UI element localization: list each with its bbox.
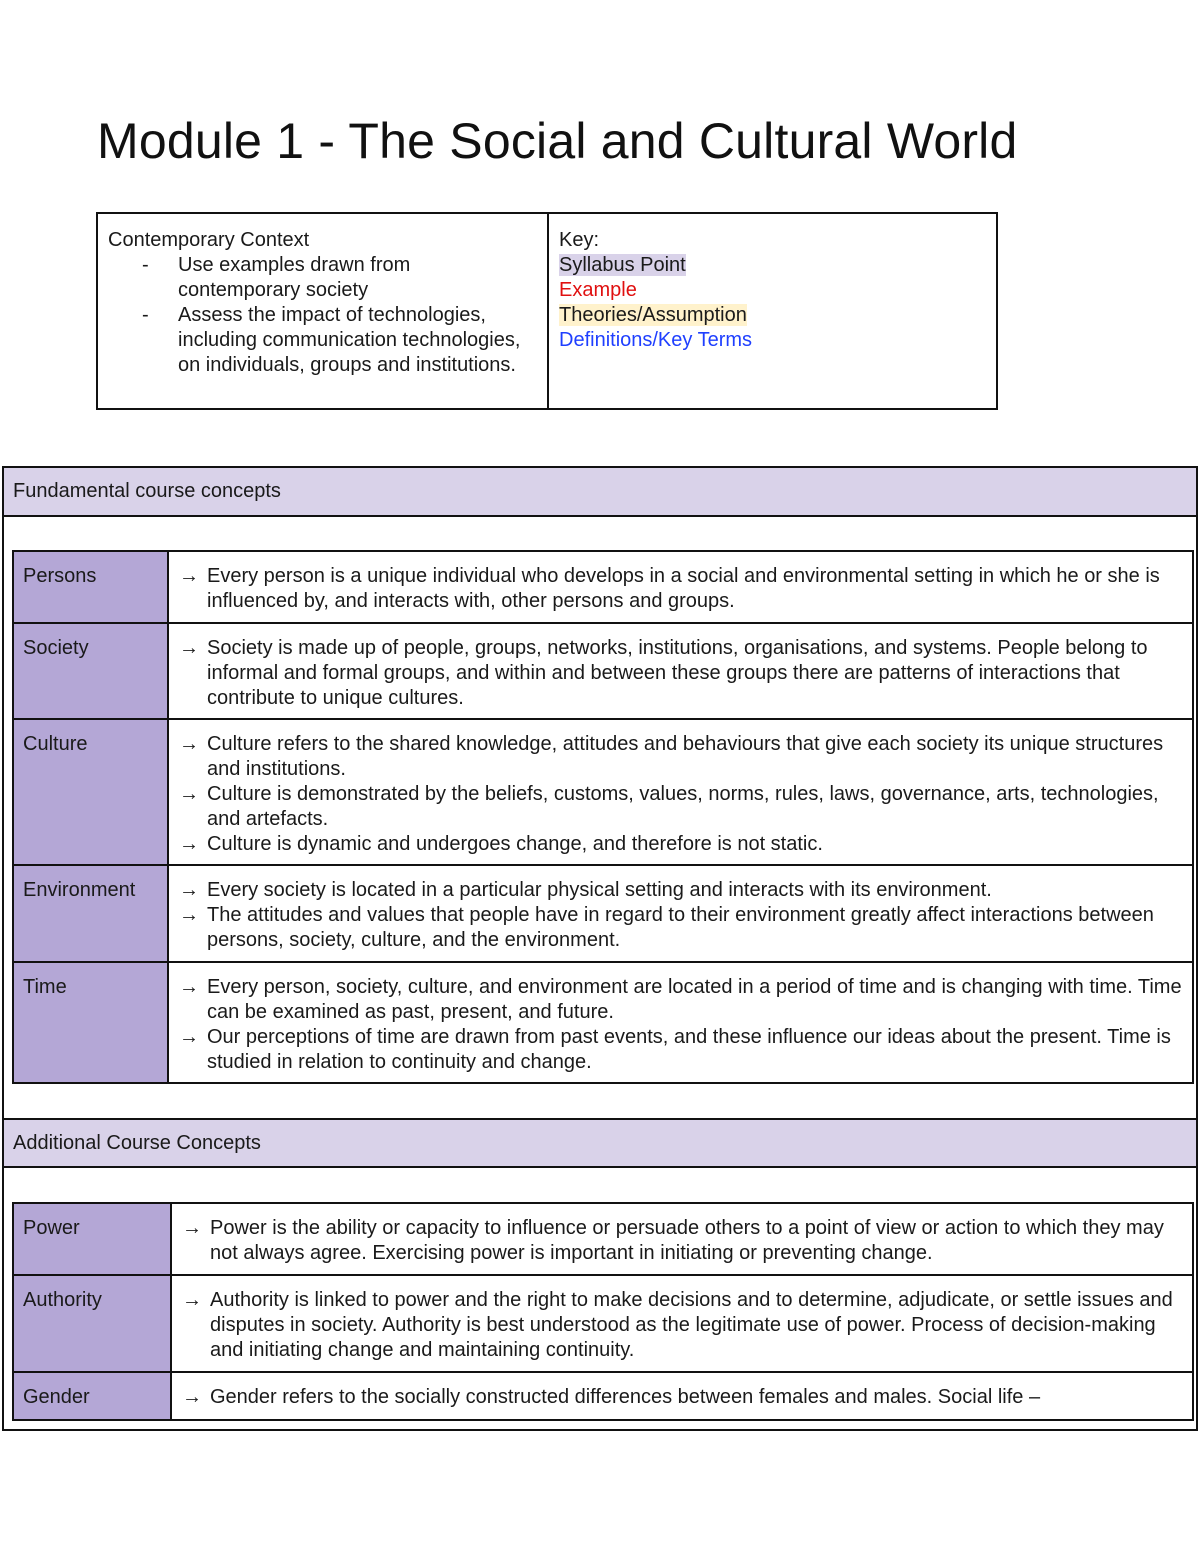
fundamental-concepts-header: Fundamental course concepts: [4, 468, 1196, 517]
arrow-right-icon: →: [179, 879, 199, 901]
concept-description: [171, 1275, 1193, 1372]
arrow-right-icon: →: [179, 565, 199, 587]
concept-description: [168, 623, 1193, 719]
concept-point: [179, 782, 1182, 832]
arrow-right-icon: →: [182, 1217, 202, 1239]
contemporary-context-list: [108, 253, 537, 378]
table-row: [13, 1372, 1193, 1420]
concept-point: [182, 1385, 1182, 1410]
concept-point-text: Gender refers to the socially constructed differences between females and males. Social life –: [210, 1386, 1041, 1408]
list-item: [108, 303, 537, 378]
concept-point-text: Society is made up of people, groups, networks, institutions, organisations, and systems. People belong to informal and formal groups, and within and between these groups there are patterns of interactions that contribute to unique cultures.: [207, 637, 1148, 709]
additional-concepts-table: [12, 1202, 1194, 1421]
concept-point-text: Authority is linked to power and the right to make decisions and to determine, adjudicate, or settle issues and disputes in society. Authority is best understood as the legitimate use of power. Process of decision-making and initiating change and maintaining continuity.: [210, 1289, 1173, 1361]
key-cell: [549, 214, 996, 408]
arrow-right-icon: →: [179, 904, 199, 926]
concept-term: Time: [13, 962, 168, 1083]
arrow-right-icon: →: [179, 733, 199, 755]
table-row: [13, 551, 1193, 623]
concept-point: [179, 636, 1182, 711]
concept-point: [179, 564, 1182, 614]
concept-point-text: Culture is demonstrated by the beliefs, customs, values, norms, rules, laws, governance, arts, technologies, and artefacts.: [207, 783, 1159, 830]
bullet-text: Use examples drawn from contemporary society: [178, 254, 411, 301]
table-row: [13, 1203, 1193, 1275]
key-heading: Key:: [559, 229, 600, 251]
concept-point: [179, 975, 1182, 1025]
additional-rows: [13, 1203, 1193, 1420]
arrow-right-icon: →: [179, 637, 199, 659]
page-title: Module 1 - The Social and Cultural World: [97, 113, 1018, 169]
context-key-table: [96, 212, 998, 410]
concept-point-text: Culture is dynamic and undergoes change, and therefore is not static.: [207, 833, 823, 855]
bullet-dash: -: [142, 254, 149, 276]
concept-description: [168, 865, 1193, 962]
concept-description: [171, 1372, 1193, 1420]
concepts-container: [2, 466, 1198, 1431]
list-item: [108, 253, 537, 303]
contemporary-context-heading: Contemporary Context: [108, 229, 310, 251]
table-row: [13, 865, 1193, 962]
arrow-right-icon: →: [179, 833, 199, 855]
key-theories: Theories/Assumption: [559, 304, 747, 326]
key-definitions: Definitions/Key Terms: [559, 329, 753, 351]
table-row: [13, 623, 1193, 719]
contemporary-context-cell: [98, 214, 549, 408]
arrow-right-icon: →: [179, 1026, 199, 1048]
concept-point: [179, 878, 1182, 903]
key-syllabus-point: Syllabus Point: [559, 254, 686, 276]
concept-point: [179, 1025, 1182, 1075]
concept-point-text: The attitudes and values that people have in regard to their environment greatly affect interactions between persons, society, culture, and the environment.: [207, 904, 1154, 951]
concept-term: Culture: [13, 719, 168, 865]
concept-point-text: Every person is a unique individual who develops in a social and environmental setting in which he or she is influenced by, and interacts with, other persons and groups.: [207, 565, 1160, 612]
concept-term: Authority: [13, 1275, 171, 1372]
concept-description: [168, 719, 1193, 865]
arrow-right-icon: →: [182, 1289, 202, 1311]
table-row: [13, 962, 1193, 1083]
arrow-right-icon: →: [179, 976, 199, 998]
concept-term: Persons: [13, 551, 168, 623]
concept-point: [182, 1216, 1182, 1266]
concept-point: [182, 1288, 1182, 1363]
concept-term: Society: [13, 623, 168, 719]
additional-concepts-header: Additional Course Concepts: [4, 1118, 1196, 1168]
concept-point-text: Culture refers to the shared knowledge, attitudes and behaviours that give each society its unique structures and institutions.: [207, 733, 1164, 780]
concept-description: [171, 1203, 1193, 1275]
concept-term: Gender: [13, 1372, 171, 1420]
concept-description: [168, 962, 1193, 1083]
fundamental-rows: [13, 551, 1193, 1083]
concept-point: [179, 903, 1182, 953]
bullet-dash: -: [142, 304, 149, 326]
table-row: [13, 719, 1193, 865]
concept-point-text: Every society is located in a particular physical setting and interacts with its environment.: [207, 879, 992, 901]
fundamental-concepts-table: [12, 550, 1194, 1084]
concept-term: Environment: [13, 865, 168, 962]
key-example: Example: [559, 279, 637, 301]
concept-term: Power: [13, 1203, 171, 1275]
concept-point: [179, 832, 1182, 857]
concept-description: [168, 551, 1193, 623]
bullet-text: Assess the impact of technologies, including communication technologies, on individuals, groups and institutions.: [178, 304, 521, 376]
concept-point-text: Power is the ability or capacity to influence or persuade others to a point of view or action to which they may not always agree. Exercising power is important in initiating or preventing change.: [210, 1217, 1164, 1264]
arrow-right-icon: →: [179, 783, 199, 805]
concept-point-text: Our perceptions of time are drawn from past events, and these influence our ideas about the present. Time is studied in relation to continuity and change.: [207, 1026, 1171, 1073]
concept-point-text: Every person, society, culture, and environment are located in a period of time and is changing with time. Time can be examined as past, present, and future.: [207, 976, 1182, 1023]
concept-point: [179, 732, 1182, 782]
table-row: [13, 1275, 1193, 1372]
arrow-right-icon: →: [182, 1386, 202, 1408]
